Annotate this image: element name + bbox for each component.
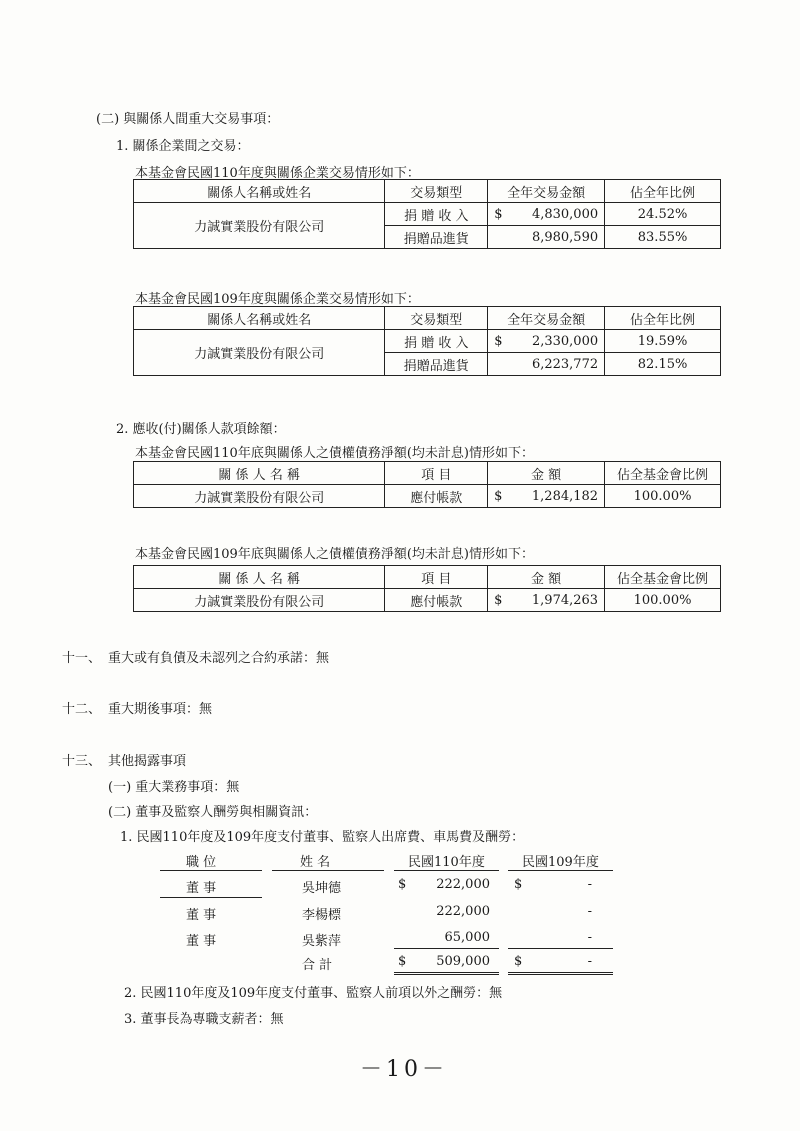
item-heading: 1. 關係企業間之交易： bbox=[116, 139, 250, 154]
amount-cell bbox=[488, 203, 605, 226]
position-title: 董 事 bbox=[186, 934, 217, 949]
amount: 4,830,000 bbox=[531, 206, 599, 222]
table-header: 交易類型 bbox=[385, 307, 488, 330]
amount-109: - bbox=[587, 904, 592, 919]
amount-109: - bbox=[587, 930, 592, 945]
related-party-transactions-109 bbox=[133, 306, 721, 376]
header-underline bbox=[160, 870, 262, 871]
person-name: 李楊標 bbox=[302, 908, 342, 923]
table-row bbox=[134, 485, 721, 508]
table-header: 民國110年度 bbox=[408, 855, 485, 870]
currency-symbol: $ bbox=[494, 333, 503, 349]
section-number: 十二、 bbox=[62, 702, 102, 717]
double-underline bbox=[394, 972, 499, 975]
table-header-row bbox=[134, 566, 721, 589]
table-header: 佔全基金會比例 bbox=[605, 462, 721, 485]
currency-symbol: $ bbox=[514, 954, 523, 969]
table-header: 民國109年度 bbox=[522, 855, 599, 870]
percentage: 19.59% bbox=[605, 330, 721, 353]
related-party-balances-110 bbox=[133, 461, 721, 508]
party-name: 力誠實業股份有限公司 bbox=[134, 203, 385, 249]
person-name: 吳紫萍 bbox=[302, 934, 342, 949]
table-header: 全年交易金額 bbox=[488, 180, 605, 203]
amount: 1,284,182 bbox=[531, 488, 599, 504]
table-header: 關 係 人 名 稱 bbox=[134, 462, 385, 485]
amount: 1,974,263 bbox=[531, 592, 599, 608]
percentage: 24.52% bbox=[605, 203, 721, 226]
table-header: 關 係 人 名 稱 bbox=[134, 566, 385, 589]
currency-symbol: $ bbox=[494, 206, 503, 222]
table-header: 關係人名稱或姓名 bbox=[134, 180, 385, 203]
section-text: 重大期後事項：無 bbox=[108, 702, 213, 717]
header-underline bbox=[394, 870, 499, 871]
transaction-type: 捐贈品進貨 bbox=[385, 353, 488, 376]
total-109: - bbox=[587, 954, 592, 969]
balance-item: 應付帳款 bbox=[385, 589, 488, 612]
amount: 6,223,772 bbox=[488, 353, 605, 376]
item-heading: 1. 民國110年度及109年度支付董事、監察人出席費、車馬費及酬勞： bbox=[120, 830, 525, 845]
position-title: 董 事 bbox=[186, 881, 217, 896]
subtotal-line bbox=[394, 948, 499, 949]
table-row bbox=[134, 203, 721, 226]
header-underline bbox=[272, 870, 384, 871]
amount-110: 65,000 bbox=[444, 930, 490, 945]
header-underline bbox=[508, 870, 613, 871]
transaction-type: 捐贈品進貨 bbox=[385, 226, 488, 249]
percentage: 100.00% bbox=[605, 589, 721, 612]
currency-symbol: $ bbox=[514, 877, 523, 892]
table-caption: 本基金會民國109年度與關係企業交易情形如下： bbox=[135, 292, 420, 307]
table-header: 佔全年比例 bbox=[605, 307, 721, 330]
table-row bbox=[134, 330, 721, 353]
balance-item: 應付帳款 bbox=[385, 485, 488, 508]
amount: 2,330,000 bbox=[531, 333, 599, 349]
table-header: 金 額 bbox=[488, 566, 605, 589]
section-text: 其他揭露事項 bbox=[108, 754, 187, 769]
amount-110: 222,000 bbox=[436, 904, 490, 919]
party-name: 力誠實業股份有限公司 bbox=[134, 589, 385, 612]
table-header: 項 目 bbox=[385, 566, 488, 589]
total-label: 合 計 bbox=[302, 958, 333, 973]
table-caption: 本基金會民國110年度與關係企業交易情形如下： bbox=[135, 166, 420, 181]
percentage: 100.00% bbox=[605, 485, 721, 508]
amount-109: - bbox=[587, 877, 592, 892]
related-party-balances-109 bbox=[133, 565, 721, 612]
table-header-row bbox=[134, 462, 721, 485]
person-name: 吳坤德 bbox=[302, 881, 342, 896]
table-caption: 本基金會民國109年底與關係人之債權債務淨額(均未計息)情形如下： bbox=[135, 547, 534, 562]
currency-symbol: $ bbox=[398, 954, 407, 969]
table-header: 交易類型 bbox=[385, 180, 488, 203]
related-party-transactions-110 bbox=[133, 179, 721, 249]
section-number: 十三、 bbox=[62, 754, 102, 769]
table-header-row bbox=[134, 180, 721, 203]
amount-cell bbox=[488, 589, 605, 612]
table-caption: 本基金會民國110年底與關係人之債權債務淨額(均未計息)情形如下： bbox=[135, 446, 534, 461]
subsection-heading: (二) 董事及監察人酬勞與相關資訊： bbox=[108, 805, 318, 820]
table-header: 全年交易金額 bbox=[488, 307, 605, 330]
amount-cell bbox=[488, 485, 605, 508]
row-underline bbox=[160, 897, 262, 898]
currency-symbol: $ bbox=[494, 592, 503, 608]
position-title: 董 事 bbox=[186, 908, 217, 923]
item-heading: 2. 應收(付)關係人款項餘額： bbox=[116, 422, 286, 437]
item-text: 2. 民國110年度及109年度支付董事、監察人前項以外之酬勞：無 bbox=[124, 986, 503, 1001]
total-110: 509,000 bbox=[436, 954, 490, 969]
percentage: 83.55% bbox=[605, 226, 721, 249]
percentage: 82.15% bbox=[605, 353, 721, 376]
party-name: 力誠實業股份有限公司 bbox=[134, 485, 385, 508]
double-underline bbox=[508, 972, 613, 975]
item-text: 3. 董事長為專職支薪者：無 bbox=[124, 1012, 284, 1027]
table-header: 金 額 bbox=[488, 462, 605, 485]
transaction-type: 捐 贈 收 入 bbox=[385, 203, 488, 226]
table-header: 佔全基金會比例 bbox=[605, 566, 721, 589]
amount: 8,980,590 bbox=[488, 226, 605, 249]
table-header: 項 目 bbox=[385, 462, 488, 485]
table-header: 關係人名稱或姓名 bbox=[134, 307, 385, 330]
subsection-heading: (一) 重大業務事項：無 bbox=[108, 780, 240, 795]
section-heading: (二) 與關係人間重大交易事項： bbox=[96, 112, 280, 127]
amount-cell bbox=[488, 330, 605, 353]
table-header: 職 位 bbox=[186, 855, 217, 870]
page-number: －10－ bbox=[360, 1057, 448, 1082]
party-name: 力誠實業股份有限公司 bbox=[134, 330, 385, 376]
amount-110: 222,000 bbox=[436, 877, 490, 892]
table-header-row bbox=[134, 307, 721, 330]
section-text: 重大或有負債及未認列之合約承諾：無 bbox=[108, 651, 330, 666]
subtotal-line bbox=[508, 948, 613, 949]
transaction-type: 捐 贈 收 入 bbox=[385, 330, 488, 353]
section-number: 十一、 bbox=[62, 651, 102, 666]
currency-symbol: $ bbox=[398, 877, 407, 892]
table-header: 姓 名 bbox=[300, 855, 331, 870]
currency-symbol: $ bbox=[494, 488, 503, 504]
table-row bbox=[134, 589, 721, 612]
table-header: 佔全年比例 bbox=[605, 180, 721, 203]
